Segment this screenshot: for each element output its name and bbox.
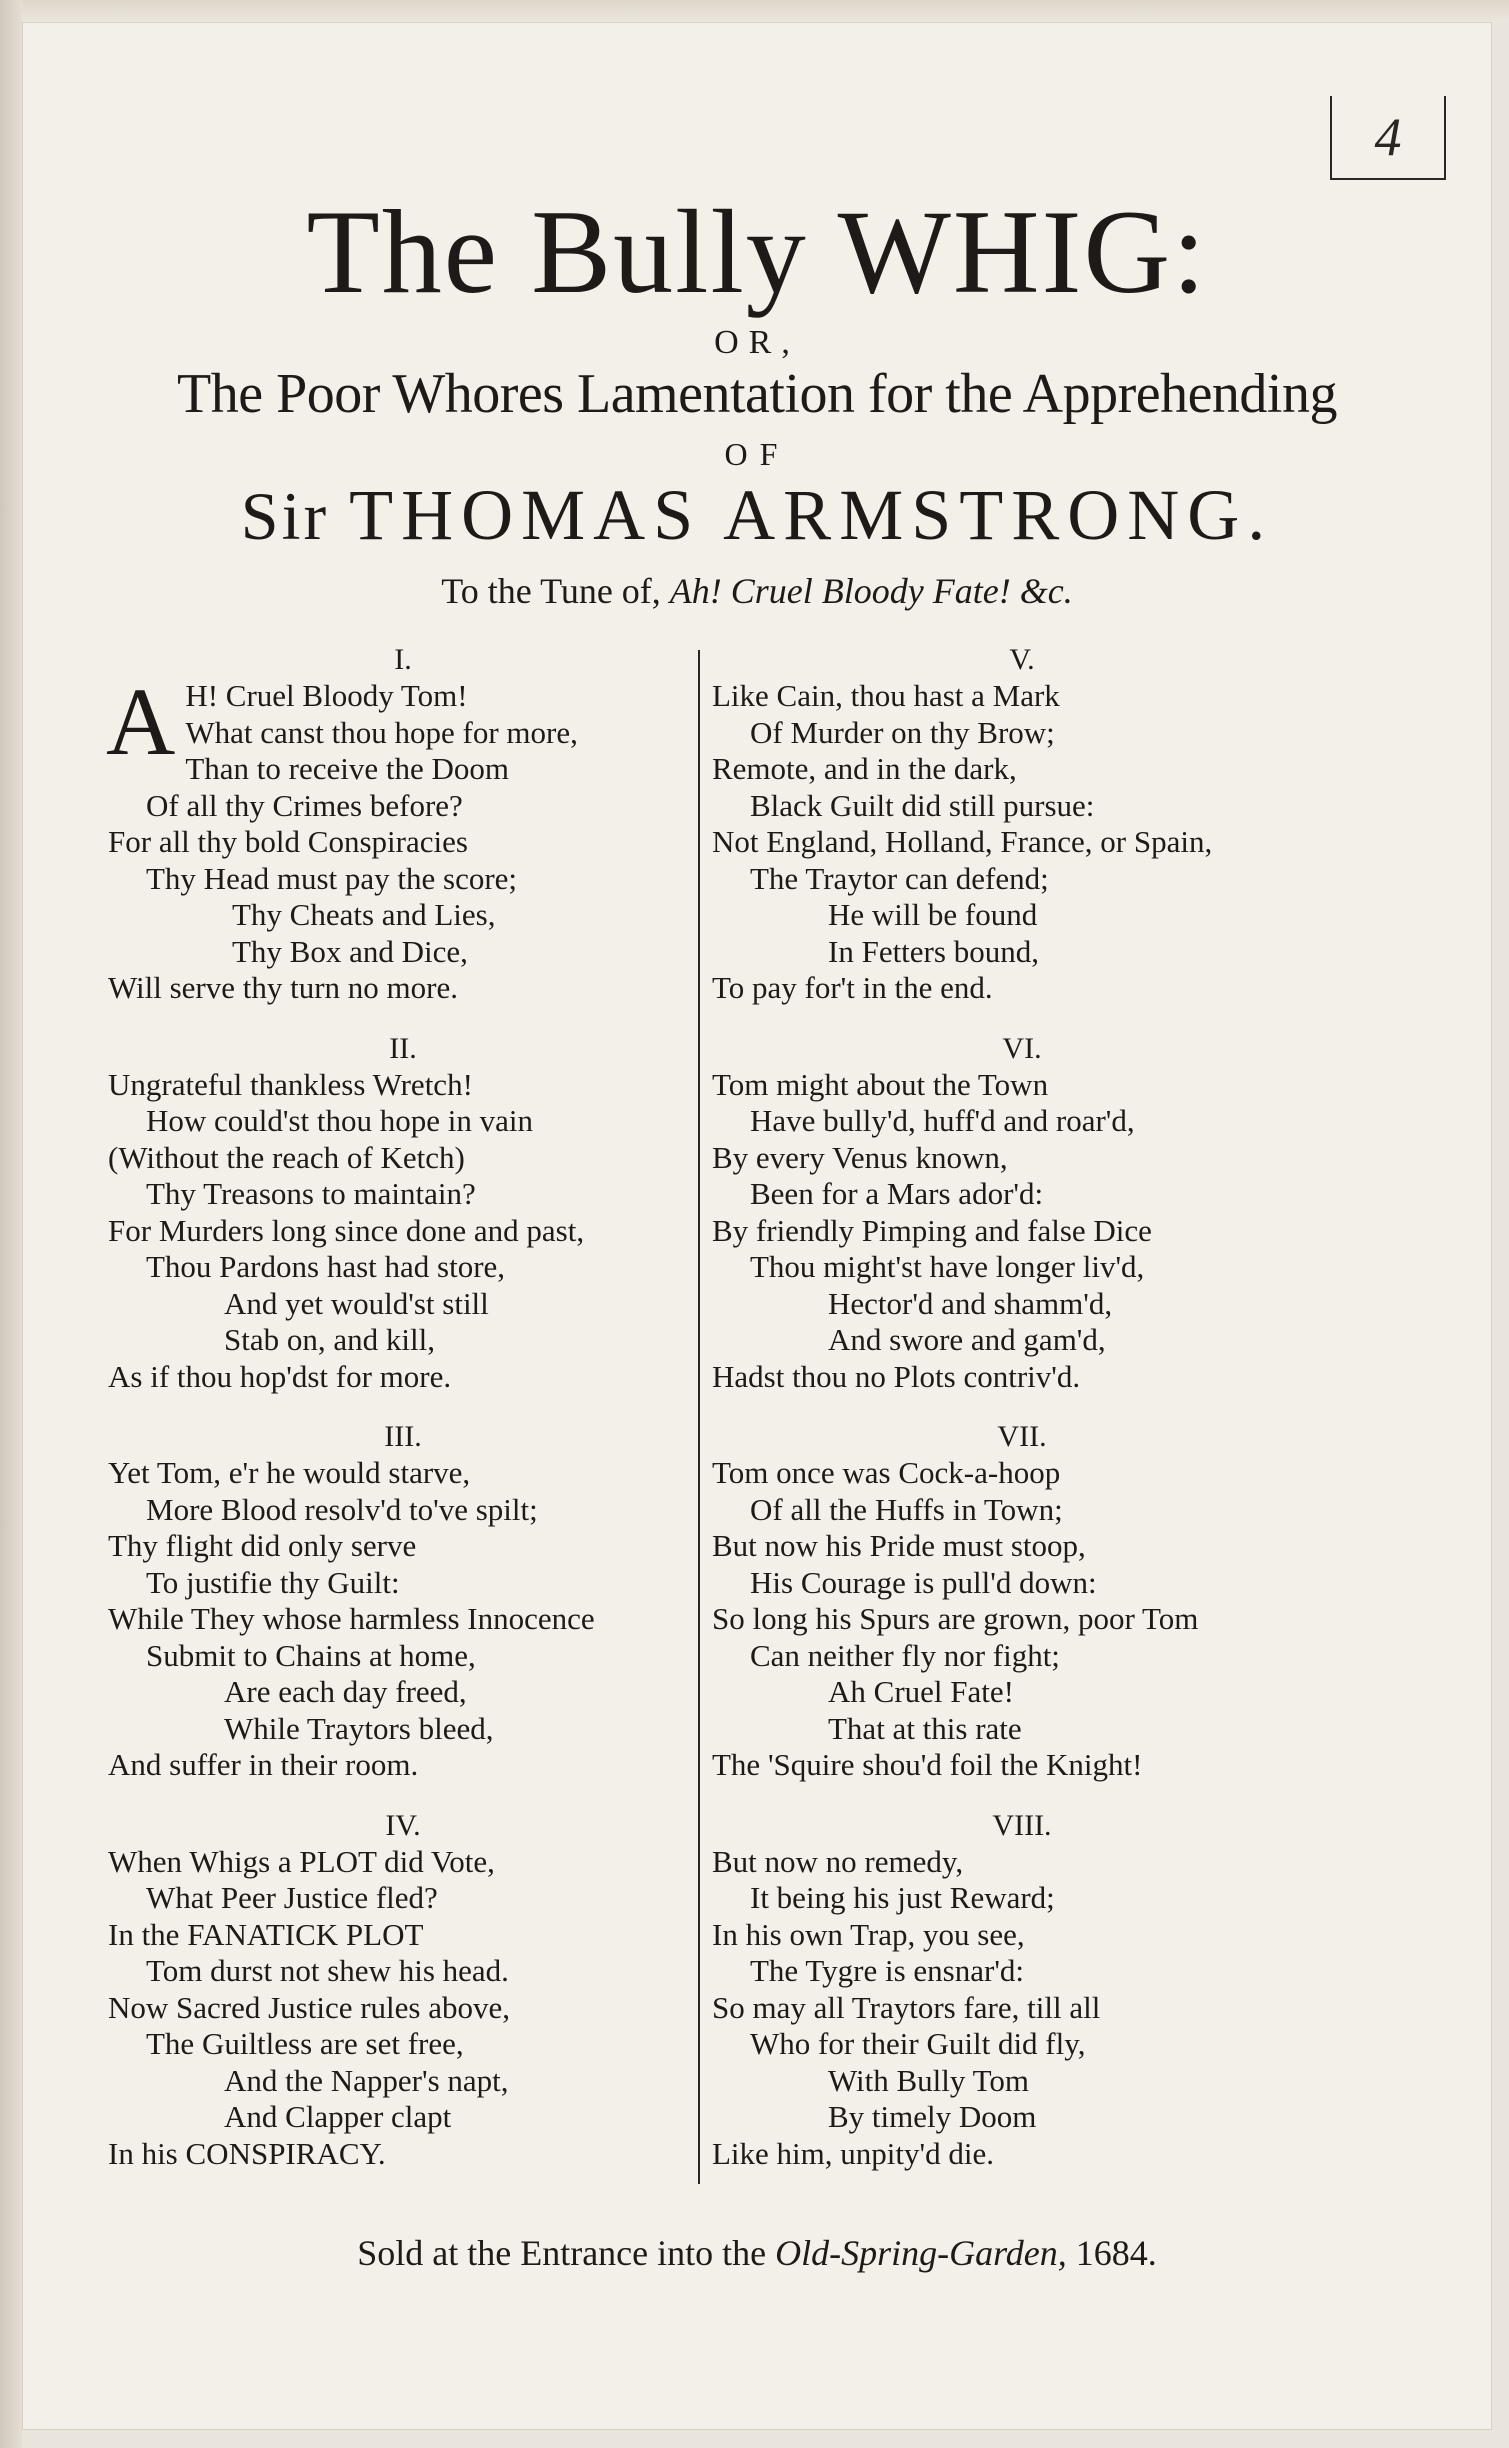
- verse-line: The 'Squire shou'd foil the Knight!: [712, 1747, 1143, 1782]
- verse-line: And swore and gam'd,: [828, 1322, 1106, 1357]
- stanza-numeral: III.: [384, 1420, 422, 1453]
- verse-line: Hadst thou no Plots contriv'd.: [712, 1358, 1081, 1394]
- imprint-prefix: Sold at the Entrance into the: [357, 2233, 767, 2273]
- tune-name: Ah! Cruel Bloody Fate! &c.: [669, 571, 1073, 611]
- verse-line: In his CONSPIRACY.: [108, 2135, 386, 2171]
- ballad-subtitle: The Poor Whores Lamentation for the Apprehending: [177, 363, 1337, 425]
- verse-line: Tom once was Cock-a-hoop: [712, 1455, 1061, 1490]
- stanza-numeral: VI.: [1002, 1031, 1042, 1065]
- verse-line: How could'st thou hope in vain: [146, 1103, 534, 1138]
- stanza-4: [108, 1808, 698, 2173]
- verse-line: As if thou hop'dst for more.: [108, 1358, 452, 1394]
- verse-line: By friendly Pimping and false Dice: [712, 1212, 1152, 1248]
- verse-line: And yet would'st still: [224, 1285, 489, 1321]
- verse-line: Of Murder on thy Brow;: [750, 714, 1055, 750]
- verse-line: Not England, Holland, France, or Spain,: [712, 824, 1213, 859]
- drop-cap: A: [106, 668, 176, 775]
- verse-line: H! Cruel Bloody Tom!: [185, 678, 468, 713]
- verse-line: Now Sacred Justice rules above,: [108, 1989, 511, 2025]
- verse-line: And Clapper clapt: [224, 2099, 452, 2134]
- verse-line: Remote, and in the dark,: [712, 751, 1017, 786]
- imprint-footer: [22, 2232, 1492, 2274]
- stanza-numeral: V.: [1009, 643, 1035, 676]
- verse-line: Have bully'd, huff'd and roar'd,: [750, 1103, 1135, 1138]
- verse-line: It being his just Reward;: [750, 1880, 1055, 1915]
- page-number: 4: [1374, 107, 1402, 167]
- left-column: [108, 642, 698, 2196]
- verse-line: Thou Pardons hast had store,: [146, 1249, 506, 1284]
- verse-line: Will serve thy turn no more.: [108, 970, 459, 1005]
- stanza-numeral: II.: [389, 1031, 417, 1065]
- verse-line: To pay for't in the end.: [712, 970, 993, 1005]
- verse-line: Ungrateful thankless Wretch!: [108, 1066, 473, 1102]
- verse-line: And the Napper's napt,: [224, 2062, 509, 2098]
- stanza-3: [108, 1419, 698, 1784]
- verse-line: By every Venus known,: [712, 1139, 1008, 1175]
- verse-line: The Guiltless are set free,: [146, 2026, 464, 2061]
- verse-line: Thy Treasons to maintain?: [146, 1176, 476, 1211]
- verse-line: Thy Cheats and Lies,: [232, 897, 496, 932]
- verse-line: Like Cain, thou hast a Mark: [712, 678, 1060, 713]
- column-divider: [698, 650, 700, 2184]
- subject-name: [22, 474, 1492, 557]
- verse-line: What Peer Justice fled?: [146, 1880, 438, 1915]
- verse-line: When Whigs a PLOT did Vote,: [108, 1843, 495, 1879]
- verse-line: Than to receive the Doom: [185, 751, 509, 786]
- subtitle-of: OF: [724, 436, 790, 472]
- stanza-numeral: VII.: [997, 1420, 1047, 1453]
- verse-line: That at this rate: [828, 1710, 1022, 1746]
- verse-line: Who for their Guilt did fly,: [750, 2026, 1086, 2061]
- stanza-5: [712, 642, 1332, 1007]
- stanza-7: [712, 1419, 1332, 1784]
- verse-line: Black Guilt did still pursue:: [750, 787, 1095, 823]
- verse-line: But now no remedy,: [712, 1843, 964, 1879]
- subject-surname: THOMAS ARMSTRONG.: [349, 475, 1274, 555]
- imprint-year: 1684.: [1075, 2233, 1157, 2273]
- imprint-place: Old-Spring-Garden,: [775, 2233, 1067, 2273]
- right-column: [712, 642, 1332, 2196]
- page-left-edge: [0, 0, 22, 2448]
- verse-line: By timely Doom: [828, 2099, 1037, 2134]
- verse-line: (Without the reach of Ketch): [108, 1139, 465, 1175]
- verse-line: Thy Box and Dice,: [232, 933, 468, 969]
- verse-line: Thy flight did only serve: [108, 1528, 417, 1563]
- stanza-2: [108, 1031, 698, 1396]
- verse-line: Ah Cruel Fate!: [828, 1674, 1014, 1709]
- verse-line: Hector'd and shamm'd,: [828, 1285, 1113, 1321]
- verse-line: Yet Tom, e'r he would starve,: [108, 1455, 471, 1490]
- verse-line: What canst thou hope for more,: [185, 714, 578, 750]
- verse-line: To justifie thy Guilt:: [146, 1564, 400, 1600]
- verse-line: Of all thy Crimes before?: [146, 787, 463, 823]
- verse-line: Of all the Huffs in Town;: [750, 1491, 1063, 1527]
- subject-prefix: Sir: [240, 478, 330, 554]
- stanza-1: [108, 642, 698, 1007]
- broadside-sheet: [22, 22, 1492, 2430]
- verse-line: Thy Head must pay the score;: [146, 860, 518, 896]
- verse-line: So may all Traytors fare, till all: [712, 1989, 1101, 2025]
- stanza-6: [712, 1031, 1332, 1396]
- verse-line: Can neither fly nor fight;: [750, 1637, 1060, 1673]
- verse-line: More Blood resolv'd to've spilt;: [146, 1491, 538, 1527]
- verse-line: While Traytors bleed,: [224, 1710, 494, 1746]
- verse-line: Tom might about the Town: [712, 1066, 1049, 1102]
- stanza-numeral: VIII.: [992, 1808, 1052, 1842]
- verse-line: But now his Pride must stoop,: [712, 1528, 1086, 1563]
- verse-line: Tom durst not shew his head.: [146, 1953, 509, 1988]
- verse-line: Been for a Mars ador'd:: [750, 1176, 1044, 1211]
- verse-line: The Tygre is ensnar'd:: [750, 1953, 1025, 1988]
- verse-line: With Bully Tom: [828, 2062, 1029, 2098]
- stanza-8: [712, 1808, 1332, 2173]
- verse-line: Are each day freed,: [224, 1674, 467, 1709]
- verse-line: And suffer in their room.: [108, 1747, 419, 1782]
- tune-prefix: To the Tune of,: [441, 571, 661, 611]
- stanza-numeral: I.: [394, 643, 412, 676]
- verse-line: Thou might'st have longer liv'd,: [750, 1249, 1145, 1284]
- tune-line: [22, 570, 1492, 612]
- verse-line: Like him, unpity'd die.: [712, 2135, 994, 2171]
- verse-line: He will be found: [828, 897, 1038, 932]
- ballad-title: The Bully WHIG:: [306, 185, 1208, 318]
- page-number-box: [1330, 96, 1446, 180]
- verse-line: While They whose harmless Innocence: [108, 1601, 595, 1636]
- stanza-numeral: IV.: [385, 1808, 421, 1842]
- verse-line: Stab on, and kill,: [224, 1322, 435, 1357]
- verse-line: In Fetters bound,: [828, 933, 1039, 969]
- verse-line: Submit to Chains at home,: [146, 1637, 476, 1673]
- verse-line: For all thy bold Conspiracies: [108, 824, 468, 859]
- verse-line: In the FANATICK PLOT: [108, 1916, 424, 1952]
- title-or: OR,: [714, 324, 800, 361]
- verse-line: So long his Spurs are grown, poor Tom: [712, 1601, 1199, 1636]
- page-top-edge: [0, 0, 1509, 22]
- verse-line: His Courage is pull'd down:: [750, 1564, 1097, 1600]
- verse-line: For Murders long since done and past,: [108, 1212, 585, 1248]
- verse-line: In his own Trap, you see,: [712, 1916, 1025, 1952]
- verse-line: The Traytor can defend;: [750, 860, 1049, 896]
